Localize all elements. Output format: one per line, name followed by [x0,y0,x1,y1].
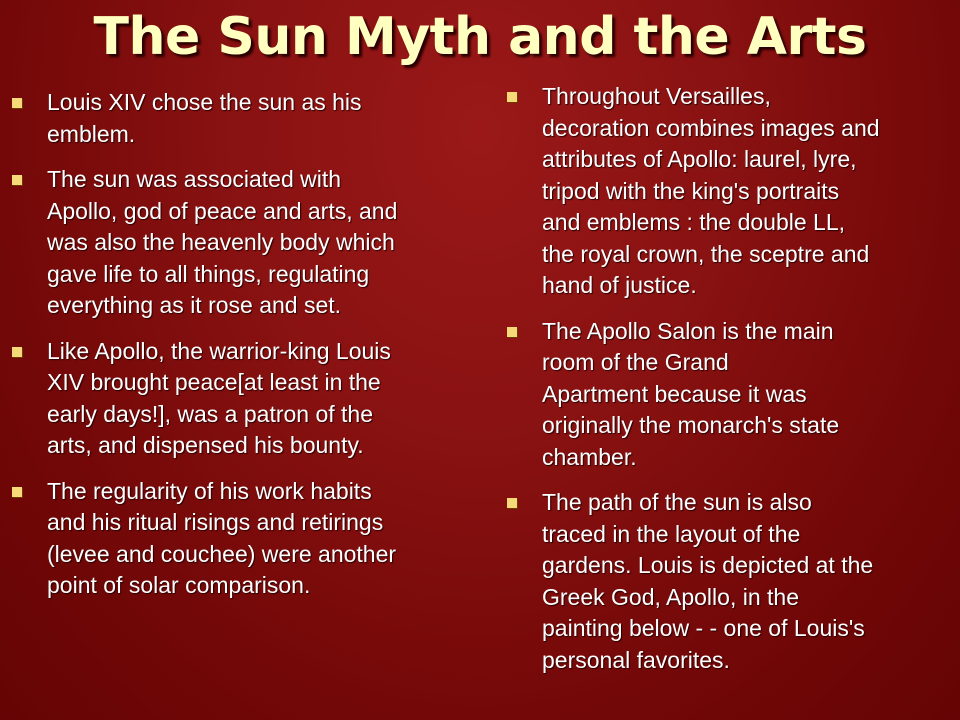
list-item [507,316,947,474]
bullet-text: The path of the sun is also traced in the layout of the gardens. Louis is depicted at the Greek God, Apollo, in the painting below - - one of Louis's personal favorites. [542,489,874,673]
list-item [507,487,947,676]
bullet-text: Like Apollo, the warrior-king Louis XIV brought peace[at least in the early days!], was a patron of the arts, and dispensed his bounty. [47,337,391,458]
square-bullet-icon [12,487,22,497]
square-bullet-icon [12,175,22,185]
list-item [12,87,462,150]
slide-title: The Sun Myth and the Arts [93,7,867,67]
left-bullet-list [12,87,462,616]
list-item [12,476,462,602]
square-bullet-icon [507,327,517,337]
bullet-text: Louis XIV chose the sun as his emblem. [47,89,362,147]
square-bullet-icon [12,98,22,108]
square-bullet-icon [507,92,517,102]
right-bullet-list [507,81,947,690]
bullet-text: The Apollo Salon is the main room of the Grand Apartment because it was originally the monarch's state chamber. [542,317,840,470]
list-item [12,336,462,462]
bullet-text: The regularity of his work habits and his ritual risings and retirings (levee and couchee) were another point of solar comparison. [47,477,397,598]
list-item [507,81,947,302]
square-bullet-icon [507,498,517,508]
bullet-text: Throughout Versailles, decoration combines images and attributes of Apollo: laurel, lyre, tripod with the king's portraits and emblems : the double LL, the royal crown, the sceptre and hand of justice. [542,83,880,298]
bullet-text: The sun was associated with Apollo, god of peace and arts, and was also the heavenly body which gave life to all things, regulating everything as it rose and set. [47,166,398,318]
square-bullet-icon [12,347,22,357]
list-item [12,164,462,322]
